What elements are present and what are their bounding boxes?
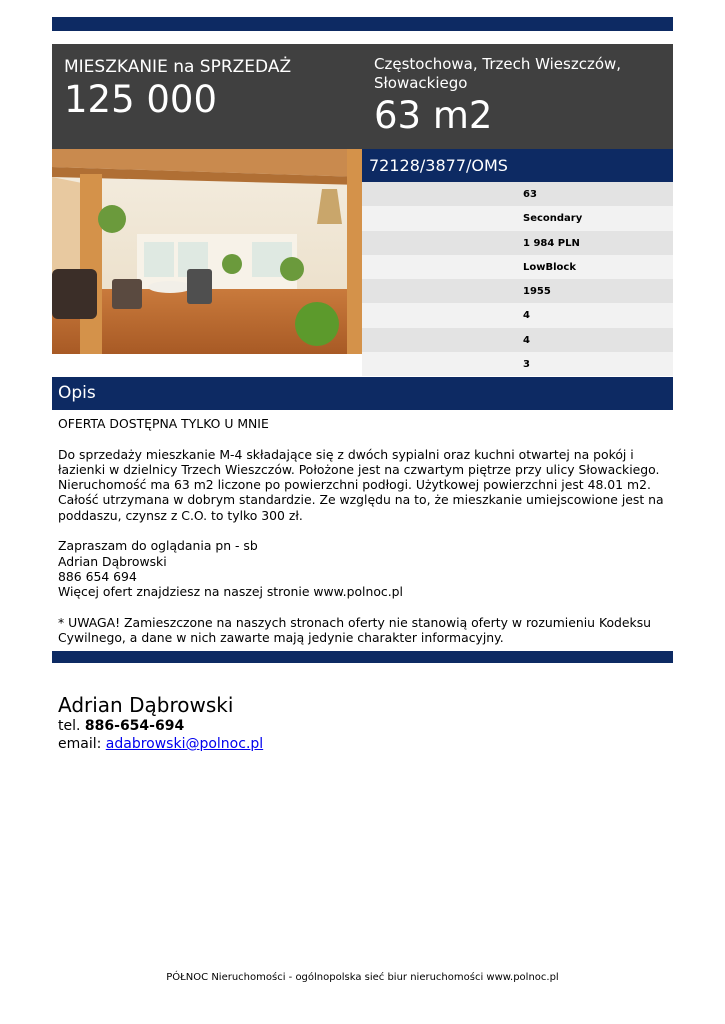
detail-value: 4: [523, 334, 530, 346]
description: [58, 416, 668, 645]
detail-value: 1955: [523, 286, 551, 298]
description-agent-phone: 886 654 694: [58, 568, 137, 584]
bottom-accent-bar: [52, 651, 673, 663]
reference-number: 72128/3877/OMS: [369, 156, 508, 175]
detail-row: [362, 231, 673, 255]
detail-value: 4: [523, 310, 530, 322]
agent-name: Adrian Dąbrowski: [58, 693, 234, 717]
agent-phone: 886-654-694: [84, 718, 185, 734]
location: Częstochowa, Trzech Wieszczów, Słowackiego: [374, 55, 622, 92]
detail-row: [362, 303, 673, 327]
reference-bar: [362, 149, 673, 182]
description-invite: Zapraszam do oglądania pn - sb: [58, 538, 258, 554]
details-table: [362, 182, 673, 376]
detail-row: [362, 352, 673, 376]
detail-row: [362, 182, 673, 206]
listing-header: [52, 44, 673, 149]
top-accent-bar: [52, 17, 673, 31]
email-label: email:: [58, 736, 102, 752]
property-photo: [52, 149, 362, 354]
agent-email-line: [58, 735, 263, 753]
detail-row: [362, 206, 673, 230]
description-agent-name: Adrian Dąbrowski: [58, 553, 167, 569]
agent-phone-line: [58, 717, 263, 735]
detail-value: 1 984 PLN: [523, 237, 580, 249]
detail-row: [362, 279, 673, 303]
detail-value: 3: [523, 359, 530, 371]
detail-row: [362, 255, 673, 279]
detail-value: LowBlock: [523, 261, 576, 273]
description-heading-bar: [52, 377, 673, 410]
area: 63 m2: [374, 94, 493, 137]
description-heading: Opis: [58, 383, 96, 403]
description-headline: OFERTA DOSTĘPNA TYLKO U MNIE: [58, 416, 269, 431]
footer: PÓŁNOC Nieruchomości - ogólnopolska sieć biur nieruchomości www.polnoc.pl: [166, 972, 559, 983]
offer-type: MIESZKANIE na SPRZEDAŻ: [64, 57, 292, 77]
description-more-offers: Więcej ofert znajdziesz na naszej stronie www.polnoc.pl: [58, 584, 403, 600]
detail-value: Secondary: [523, 213, 583, 225]
agent-email-link[interactable]: adabrowski@polnoc.pl: [105, 736, 264, 752]
detail-row: [362, 328, 673, 352]
price: 125 000: [64, 78, 218, 121]
agent-contact: [58, 693, 263, 753]
description-body: Do sprzedaży mieszkanie M-4 składające się z dwóch sypialni oraz kuchni otwartej na pokój i łazienki w dzielnicy Trzech Wieszczów. Położone jest na czwartym piętrze przy ulicy Słowackiego. Nieruchomość ma 63 m2 liczone po powierzchni podłogi. Użytkowej powierzchni jest 48.01 m2. Całość utrzymana w dobrym standardzie. Ze względu na to, że mieszkanie umiejscowione jest na poddaszu, czynsz z C.O. to tylko 300 zł.: [58, 446, 664, 523]
detail-value: 63: [523, 189, 537, 200]
description-disclaimer: * UWAGA! Zamieszczone na naszych stronach oferty nie stanowią oferty w rozumieniu Kodeksu Cywilnego, a dane w nich zawarte mają jedynie charakter informacyjny.: [58, 614, 652, 646]
tel-label: tel.: [58, 718, 81, 734]
